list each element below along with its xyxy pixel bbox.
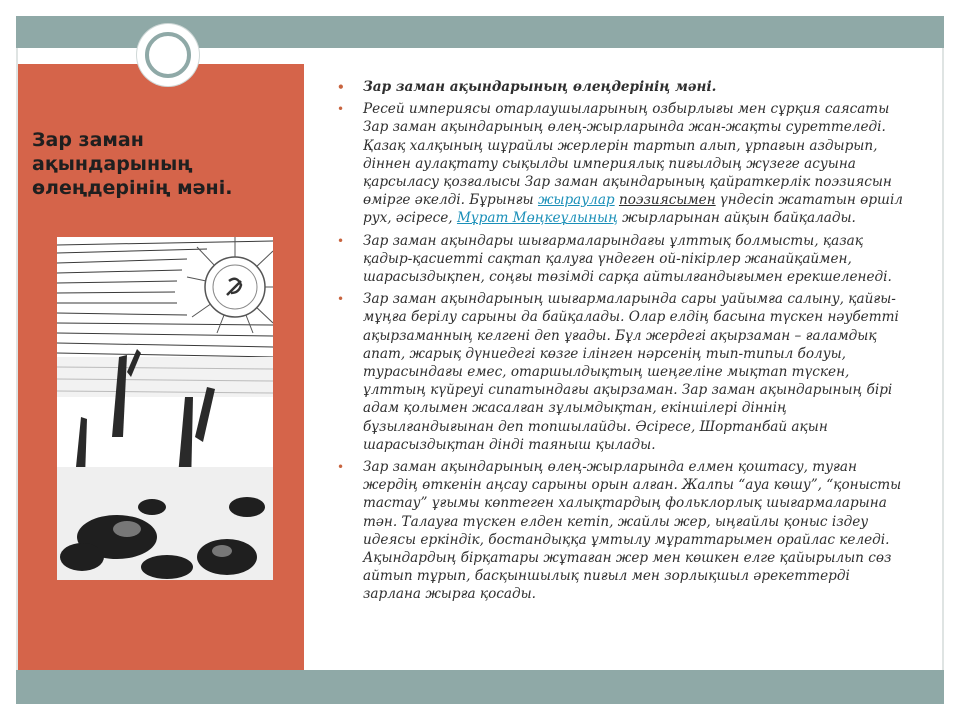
- list-item-text: Зар заман ақындарының шығармаларында сары уайымға салыну, қайғы-мұңға берілу сарыны да байқалады. Олар елдің басына түскен нәубетті ақырзаманның келгені деп ұғады. Бұл жердегі ақырзаман – ғаламдық апат, жарық дүниедегі көзге ілінген нәрсенің тып-типыл болуы, турасындағы емес, отаршылдықтың шеңгеліне мықтап түскен, ұлттың күйреуі сипатындағы ақырзаман. Зар заман ақындарының бірі адам қолымен жасалған зұлымдықтан, екіншілері діннің бұзылғандығынан деп топшылайды. Әсіресе, Шортанбай ақын шарасыздықтан дінді таяныш қылады.: [363, 291, 899, 453]
- list-item: [336, 290, 910, 454]
- bullet-icon: •: [337, 460, 345, 475]
- list-item-text: жырларынан айқын байқалады.: [617, 210, 856, 227]
- bullet-icon: •: [337, 292, 345, 307]
- link-zhyraular[interactable]: жыраулар: [537, 192, 615, 209]
- bullet-list: [336, 78, 910, 604]
- illustration-image: [57, 237, 273, 580]
- bullet-icon: •: [337, 102, 345, 117]
- engraving-illustration: [57, 237, 273, 580]
- link-murat-monkeuly[interactable]: Мұрат Мөңкеұлының: [456, 210, 618, 227]
- decorative-circle-ring: [145, 32, 191, 78]
- list-item-text: үндесіп жататын өршіл рух, әсіресе,: [363, 192, 903, 227]
- list-item: [336, 232, 910, 287]
- link-poeziyasymen[interactable]: поэзиясымен: [618, 192, 716, 209]
- content-area: [336, 78, 910, 608]
- bullet-icon: •: [337, 80, 345, 94]
- list-item-text: Зар заман ақындары шығармаларындағы ұлттық болмысты, қазақ қадыр-қасиетті сақтап қалуға үндеген ой-пікірлер жанайқаймен, шарасыздықпен, соңғы төзімді сарқа айтылғандығымен ерекшеленеді.: [363, 232, 892, 286]
- list-item-text: Зар заман ақындарының өлеңдерінің мәні.: [363, 79, 717, 95]
- list-item: [336, 458, 910, 604]
- slide-title: Зар заман ақындарының өлеңдерінің мәні.: [32, 129, 233, 199]
- list-item: [336, 78, 910, 96]
- list-item-text: Ресей империясы отарлаушыларының озбырлығы мен сұрқия саясаты Зар заман ақындарының өлең-жырларында жан-жақты суреттеледі. Қазақ халқының шұрайлы жерлерін тартып алып, ұрпағын аздырып, діннен аулақтату сықылды империялық пиғылдың жүзеге асуына қарсыласу қозғалысы Зар заман ақындарының қайраткерлік поэзиясын өмірге әкелді. Бұрынғы: [363, 101, 892, 209]
- bullet-icon: •: [337, 233, 345, 248]
- right-frame-edge: [942, 48, 944, 670]
- list-item: [336, 100, 910, 227]
- list-item-text: Зар заман ақындарының өлең-жырларында елмен қоштасу, туған жердің өткенін аңсау сарыны орын алған. Жалпы “ауа көшу”, “қонысты тастау” ұғымы көптеген халықтардың фольклорлық шығармаларына тән. Талауға түскен елден кетіп, жайлы жер, ыңғайлы қоныс іздеу идеясы еркіндік, бостандыққа ұмтылу мұраттарымен орайлас келеді. Ақындардың бірқатары жұтаған жер мен көшкен елге қайырылып сөз айтып тұрып, басқыншылық пиғыл мен зорлықшыл әрекеттерді зарлана жырға қосады.: [363, 459, 902, 603]
- bottom-frame-bar: [16, 670, 944, 704]
